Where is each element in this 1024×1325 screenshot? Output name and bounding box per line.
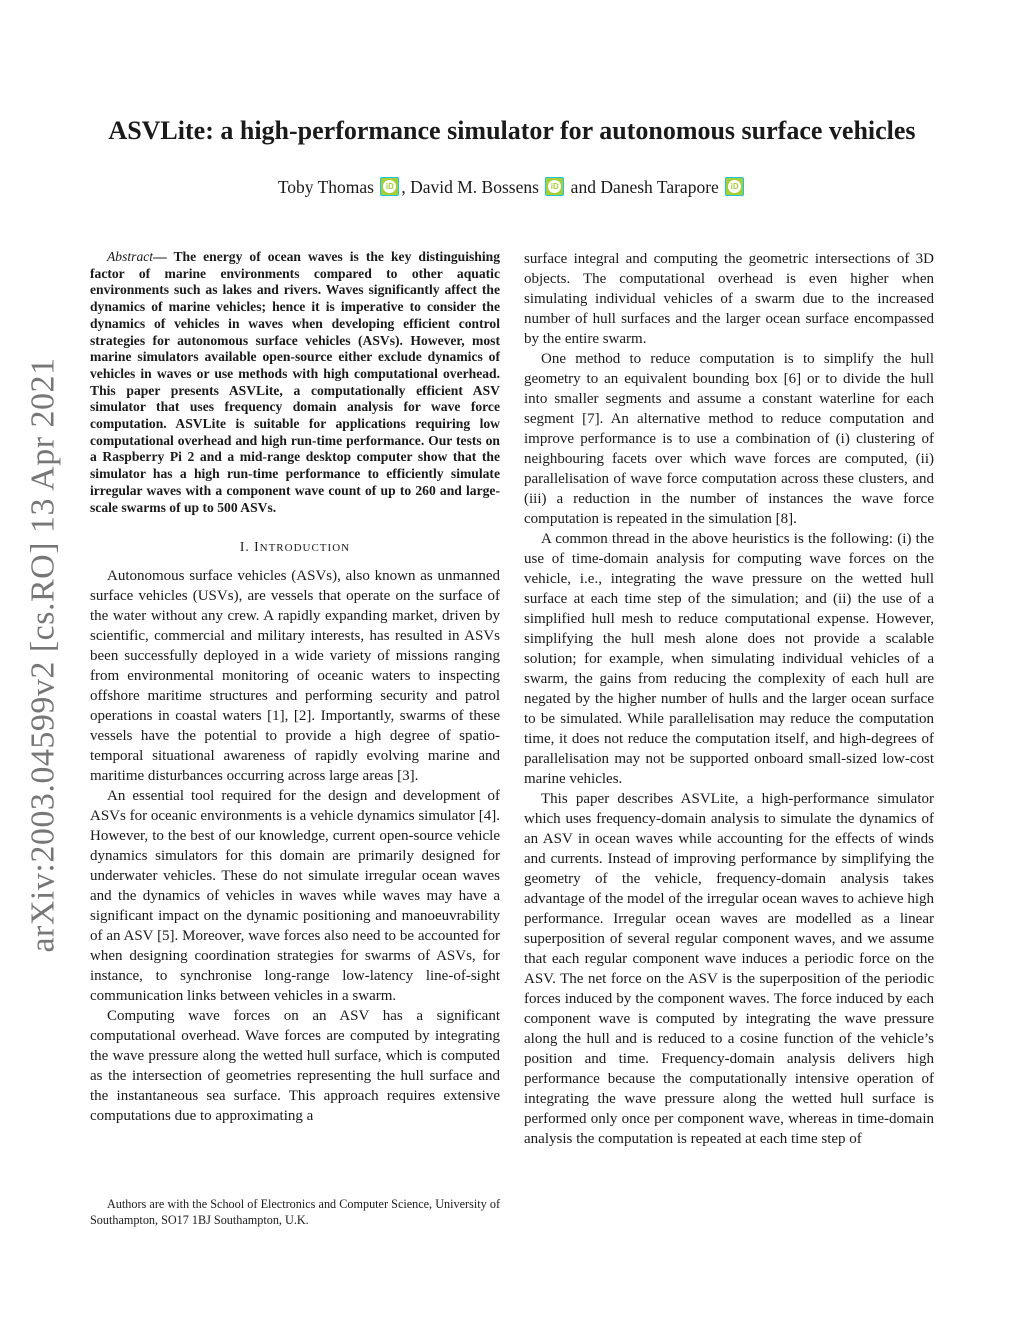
orcid-icon[interactable] xyxy=(725,177,744,196)
orcid-icon[interactable] xyxy=(380,177,399,196)
abstract-text: The energy of ocean waves is the key distinguishing factor of marine environments compared to other aquatic environments such as lakes and rivers. Waves significantly affect the dynamics of marine vehicles; hence it is imperative to consider the dynamics of vehicles in waves when developing efficient control strategies for autonomous surface vehicles (ASVs). However, most marine simulators available open-source either exclude dynamics of vehicles in waves or use methods with high computational overhead. This paper presents ASVLite, a computationally efficient ASV simulator that uses frequency domain analysis for wave force computation. ASVLite is suitable for applications requiring low computational overhead and high run-time performance. Our tests on a Raspberry Pi 2 and a mid-range desktop computer show that the simulator has a high run-time performance to efficiently simulate irregular waves with a component wave count of up to 260 and large-scale swarms of up to 500 ASVs. xyxy=(90,249,500,515)
left-column xyxy=(90,249,500,1126)
arxiv-identifier: arXiv:2003.04599v2 [cs.RO] 13 Apr 2021 xyxy=(25,357,62,953)
section-heading: I. INTRODUCTION xyxy=(239,539,351,555)
paragraph: A common thread in the above heuristics is the following: (i) the use of time-domain analysis for computing wave forces on the vehicle, i.e., integrating the wave pressure on the wetted hull surface at each time step of the simulation; and (ii) the use of a simplified hull mesh to reduce computational expense. However, simplifying the hull mesh alone does not provide a scalable solution; for example, when simulating individual vehicles of a swarm, the gains from reducing the complexity of each hull are negated by the higher number of hulls and the larger ocean surface to be simulated. While parallelisation may reduce the computation time, it does not reduce the computation itself, and high-degrees of parallelisation may not be supported onboard small-sized low-cost marine vehicles. xyxy=(524,531,934,787)
author-list: Toby Thomas iD , David M. Bossens iD and Danesh Tarapore iD xyxy=(80,177,944,198)
paragraph: One method to reduce computation is to simplify the hull geometry to an equivalent bounding box [6] or to divide the hull into smaller segments and assume a constant waterline for each segment [7]. An alternative method to reduce computation and improve performance is to use a combination of (i) clustering of neighbouring facets over which wave forces are computed, (ii) parallelisation of wave force computation across these clusters, and (iii) a reduction in the number of instances the wave force computation is repeated in the simulation [8]. xyxy=(524,351,934,527)
right-column xyxy=(524,249,934,1149)
paragraph: Computing wave forces on an ASV has a significant computational overhead. Wave forces are computed by integrating the wave pressure along the wetted hull surface, which is computed as the intersection of geometries representing the hull surface and the instantaneous sea surface. This approach requires extensive computations due to approximating a xyxy=(90,1008,500,1125)
paragraph: This paper describes ASVLite, a high-performance simulator which uses frequency-domain analysis to simulate the dynamics of an ASV in ocean waves while accounting for the effects of winds and currents. Instead of improving performance by simplifying the geometry of the vehicle, frequency-domain analysis takes advantage of the model of the irregular ocean waves to achieve high performance. Irregular ocean waves are modelled as a linear superposition of several regular component waves, and we assume that each regular component wave induces a periodic force on the ASV. The net force on the ASV is the superposition of the periodic forces induced by the component waves. The force induced by each component wave is computed by integrating the wave pressure along the hull and is reduced to a cosine function of the vehicle’s position and time. Frequency-domain analysis delivers high performance because the computationally intensive operation of integrating the wave pressure along the wetted hull surface is performed only once per component wave, whereas in time-domain analysis the computation is repeated at each time step of xyxy=(524,791,934,1147)
abstract: Abstract— The energy of ocean waves is the key distinguishing factor of marine environments compared to other aquatic environments such as lakes and rivers. Waves significantly affect the dynamics of marine vehicles; hence it is imperative to consider the dynamics of vehicles in waves when developing efficient control strategies for autonomous surface vehicles (ASVs). However, most marine simulators available open-source either exclude dynamics of vehicles in waves or use methods with high computational overhead. This paper presents ASVLite, a computationally efficient ASV simulator that uses frequency domain analysis for wave force computation. ASVLite is suitable for applications requiring low computational overhead and high run-time performance. Our tests on a Raspberry Pi 2 and a mid-range desktop computer show that the simulator has a high run-time performance to efficiently simulate irregular waves with a component wave count of up to 260 and large-scale swarms of up to 500 ASVs. xyxy=(90,249,500,515)
orcid-icon[interactable] xyxy=(545,177,564,196)
author-name: Danesh Tarapore xyxy=(600,177,719,197)
author-name: David M. Bossens xyxy=(410,177,539,197)
paragraph: surface integral and computing the geometric intersections of 3D objects. The computational overhead is even higher when simulating individual vehicles of a swarm due to the increased number of hull surfaces and the larger ocean surface encompassed by the entire swarm. xyxy=(524,251,934,347)
paragraph: Autonomous surface vehicles (ASVs), also known as unmanned surface vehicles (USVs), are vessels that operate on the surface of the water without any crew. A rapidly expanding market, driven by scientific, commercial and military interests, has resulted in ASVs been successfully deployed in a wide variety of missions ranging from environmental monitoring of oceanic waters to inspecting offshore maritime structures and performing security and patrol operations in coastal waters [1], [2]. Importantly, swarms of these vessels have the potential to provide a high degree of spatio-temporal situational awareness of rapidly evolving marine and maritime disturbances occurring across large areas [3]. xyxy=(90,568,500,785)
arxiv-sidebar xyxy=(14,330,74,980)
abstract-label: Abstract xyxy=(107,249,154,264)
paragraph: An essential tool required for the design and development of ASVs for oceanic environments is a vehicle dynamics simulator [4]. However, to the best of our knowledge, current open-source vehicle dynamics simulators for this domain are primarily designed for underwater vehicles. These do not simulate irregular ocean waves and the dynamics of vehicles in waves while waves may have a significant impact on the dynamic positioning and manoeuvrability of an ASV [5]. Moreover, wave forces also need to be accounted for when designing coordination strategies for swarms of ASVs, for instance, to synchronise long-range low-latency line-of-sight communication links between vehicles in a swarm. xyxy=(90,788,500,1005)
author-affiliation-footnote: Authors are with the School of Electronics and Computer Science, University of Southampton, SO17 1BJ Southampton, U.K. xyxy=(90,1197,500,1227)
author-name: Toby Thomas xyxy=(277,177,374,197)
paper-title: ASVLite: a high-performance simulator for autonomous surface vehicles xyxy=(108,116,916,145)
